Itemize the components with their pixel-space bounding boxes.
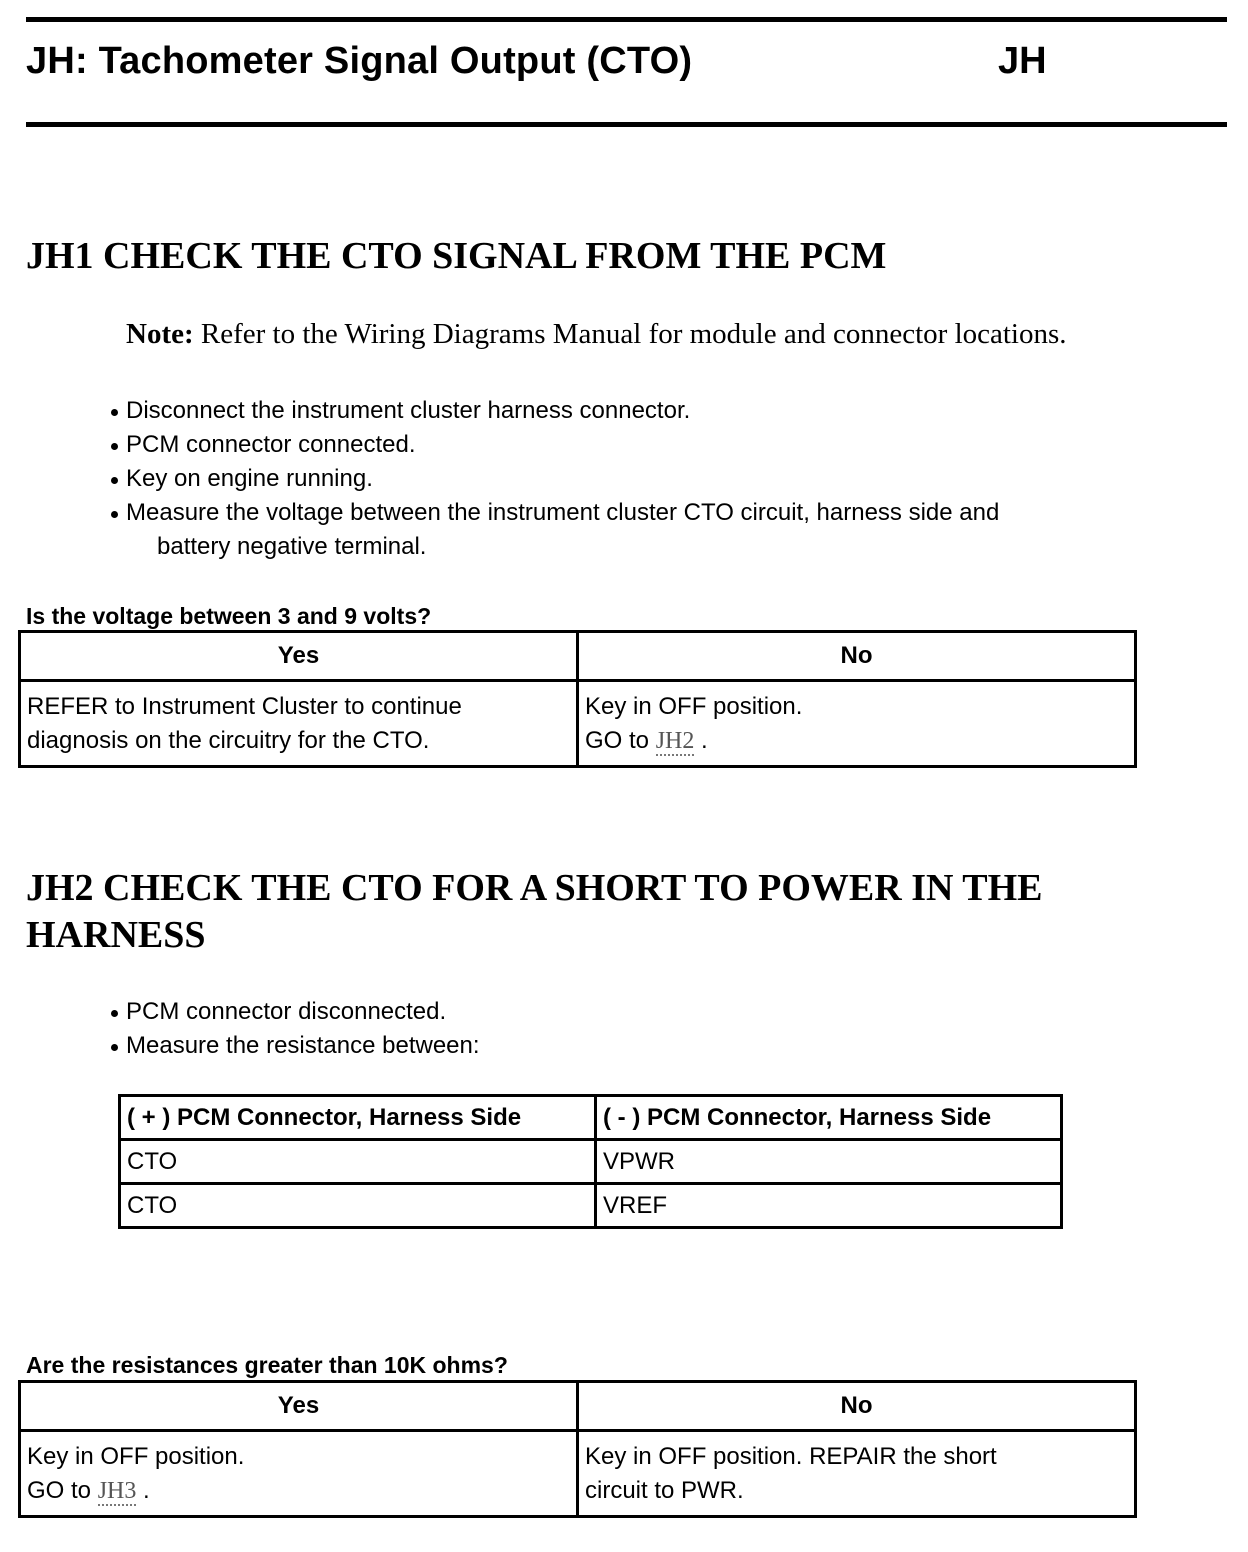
header-bottom-rule (26, 122, 1227, 127)
list-item: Disconnect the instrument cluster harness connector. (108, 394, 999, 428)
list-item: PCM connector connected. (108, 428, 999, 462)
no-header: No (578, 632, 1136, 681)
list-item: Measure the resistance between: (108, 1029, 480, 1063)
jh2-decision-table (18, 1380, 1137, 1518)
bullet-icon (111, 1010, 118, 1017)
jh1-decision-table (18, 630, 1137, 768)
page-title: JH: Tachometer Signal Output (CTO) (26, 40, 693, 82)
note-label: Note: (126, 318, 194, 350)
list-item: PCM connector disconnected. (108, 995, 480, 1029)
jh1-question: Is the voltage between 3 and 9 volts? (26, 603, 432, 629)
list-item: Measure the voltage between the instrument cluster CTO circuit, harness side and battery negative terminal. (108, 496, 999, 564)
note (126, 318, 1067, 351)
jh1-bullet-list (108, 394, 999, 564)
bullet-icon (111, 443, 118, 450)
bullet-icon (111, 511, 118, 518)
list-item: Key on engine running. (108, 462, 999, 496)
pcm-resistance-table (118, 1094, 1063, 1229)
step-jh1-heading: JH1 CHECK THE CTO SIGNAL FROM THE PCM (26, 235, 887, 277)
no-cell: Key in OFF position. GO to JH2 . (578, 681, 1136, 767)
no-cell: Key in OFF position. REPAIR the short circuit to PWR. (578, 1431, 1136, 1517)
no-header: No (578, 1382, 1136, 1431)
table-row: CTO VPWR (120, 1140, 1062, 1184)
bullet-icon (111, 409, 118, 416)
page-code: JH (998, 40, 1047, 82)
step-jh2-heading: JH2 CHECK THE CTO FOR A SHORT TO POWER IN THE HARNESS (26, 867, 1043, 956)
yes-cell: Key in OFF position. GO to JH3 . (20, 1431, 578, 1517)
note-text: Refer to the Wiring Diagrams Manual for module and connector locations. (200, 318, 1067, 350)
goto-jh2-link[interactable]: JH2 (655, 727, 695, 754)
pcm-col-minus-header: ( - ) PCM Connector, Harness Side (596, 1096, 1062, 1140)
table-row: CTO VREF (120, 1184, 1062, 1228)
bullet-icon (111, 1044, 118, 1051)
goto-jh3-link[interactable]: JH3 (97, 1477, 137, 1504)
bullet-continuation: battery negative terminal. (157, 533, 427, 560)
pcm-col-plus-header: ( + ) PCM Connector, Harness Side (120, 1096, 596, 1140)
header-top-rule (26, 17, 1227, 22)
bullet-icon (111, 477, 118, 484)
jh2-question: Are the resistances greater than 10K ohms? (26, 1352, 508, 1378)
yes-header: Yes (20, 1382, 578, 1431)
yes-header: Yes (20, 632, 578, 681)
jh2-bullet-list (108, 995, 480, 1063)
yes-cell: REFER to Instrument Cluster to continue diagnosis on the circuitry for the CTO. (20, 681, 578, 767)
